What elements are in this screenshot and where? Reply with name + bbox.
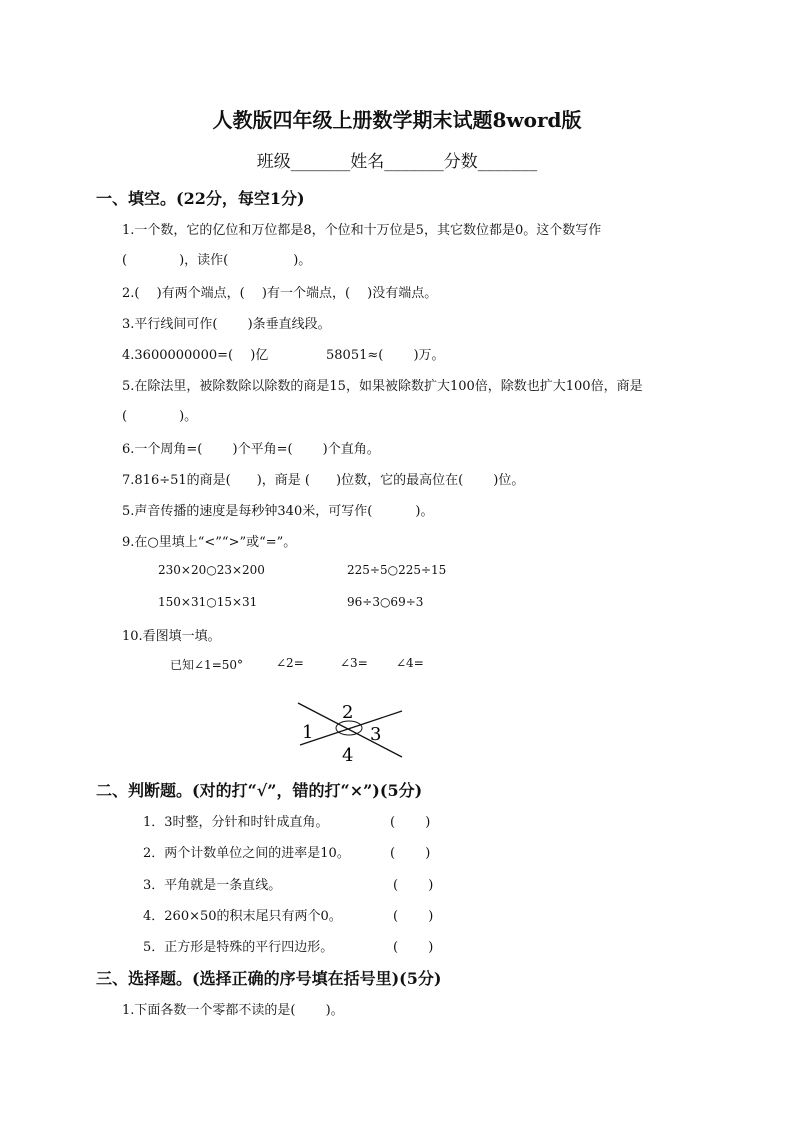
q4-part-a: 4.3600000000=( )亿 (122, 348, 269, 363)
q5-line2: ( )。 (122, 409, 198, 424)
judge-item: 4．260×50的积末尾只有两个0。 (143, 909, 342, 924)
q10-given-angle1: 已知∠1=50° (170, 658, 244, 672)
section2-heading: 二、判断题。(对的打“√”，错的打“×”)(5分) (96, 781, 423, 800)
section1-heading: 一、填空。(22分，每空1分) (96, 189, 305, 208)
intersecting-lines-figure (290, 695, 410, 765)
page-title: 人教版四年级上册数学期末试题8word版 (212, 108, 582, 132)
q1-line1: 1.一个数，它的亿位和万位都是8，个位和十万位是5，其它数位都是0。这个数写作 (122, 223, 602, 238)
judge-answer-paren: ( ) (393, 909, 434, 924)
judge-item: 5．正方形是特殊的平行四边形。 (143, 940, 334, 955)
q8: 5.声音传播的速度是每秒钟340米，可写作( )。 (122, 504, 434, 519)
q10-angle4: ∠4= (396, 656, 424, 670)
q10-angle3: ∠3= (340, 656, 368, 670)
q6: 6.一个周角=( )个平角=( )个直角。 (122, 442, 380, 457)
section3-heading: 三、选择题。(选择正确的序号填在括号里)(5分) (96, 969, 442, 988)
q5-line1: 5.在除法里，被除数除以除数的商是15，如果被除数扩大100倍，除数也扩大100倍，商是 (122, 379, 643, 394)
student-info-line: 班级_______姓名_______分数_______ (256, 152, 538, 172)
q9-item: 96÷3○69÷3 (347, 595, 424, 609)
q9-item: 230×20○23×200 (158, 563, 265, 577)
choice-q1: 1.下面各数一个零都不读的是( )。 (122, 1003, 344, 1018)
angle-label-1: 1 (302, 722, 314, 743)
q9: 9.在○里填上“<”“>”或“=”。 (122, 535, 297, 550)
judge-item: 3．平角就是一条直线。 (143, 878, 282, 893)
q10: 10.看图填一填。 (122, 629, 221, 644)
q4-part-b: 58051≈( )万。 (326, 348, 445, 363)
judge-item: 1．3时整，分针和时针成直角。 (143, 815, 329, 830)
judge-answer-paren: ( ) (390, 846, 431, 861)
judge-answer-paren: ( ) (390, 815, 431, 830)
q7: 7.816÷51的商是( )，商是 ( )位数，它的最高位在( )位。 (122, 473, 525, 488)
judge-answer-paren: ( ) (393, 878, 434, 893)
angle-label-2: 2 (342, 702, 354, 723)
q10-angle2: ∠2= (276, 656, 304, 670)
q9-item: 225÷5○225÷15 (347, 563, 447, 577)
judge-answer-paren: ( ) (393, 940, 434, 955)
judge-item: 2．两个计数单位之间的进率是10。 (143, 846, 350, 861)
angle-label-4: 4 (342, 745, 354, 765)
angle-label-3: 3 (370, 724, 382, 745)
q1-line2: ( )，读作( )。 (122, 253, 312, 268)
q2: 2.( )有两个端点，( )有一个端点，( )没有端点。 (122, 286, 438, 301)
q9-item: 150×31○15×31 (158, 595, 258, 609)
q3: 3.平行线间可作( )条垂直线段。 (122, 317, 331, 332)
